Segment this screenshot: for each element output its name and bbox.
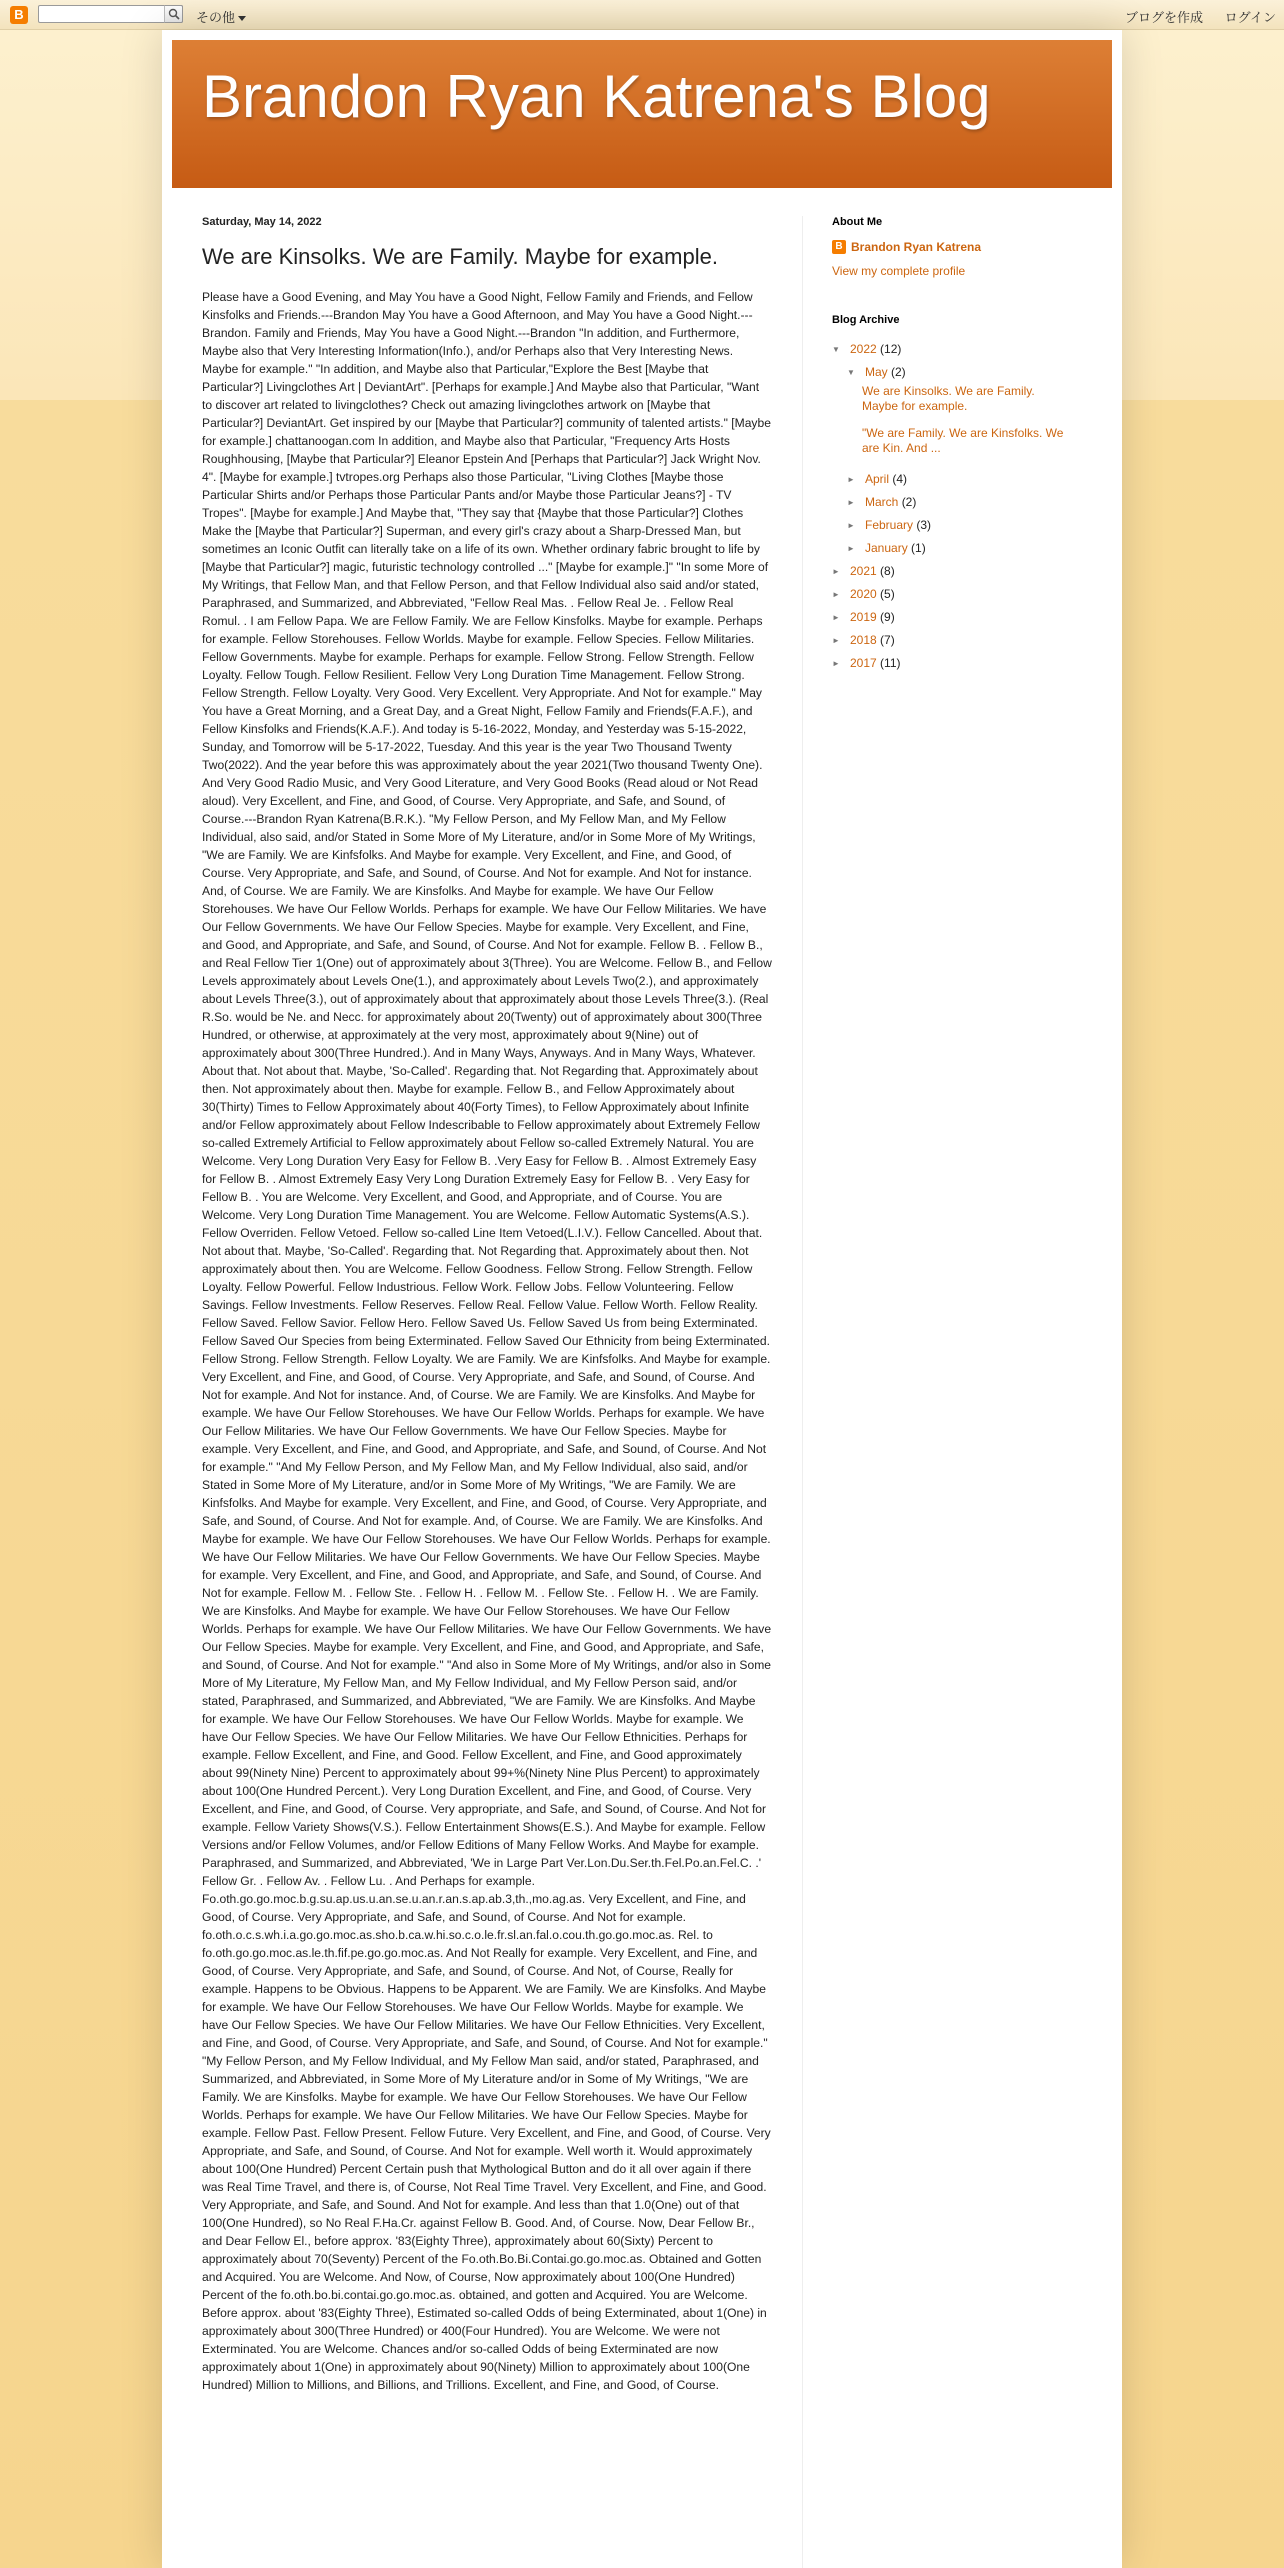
- more-menu-label: その他: [196, 10, 236, 25]
- archive-month-link[interactable]: February: [865, 518, 914, 532]
- archive-year-2021[interactable]: [832, 560, 1082, 583]
- expand-toggle-icon[interactable]: ►: [832, 613, 840, 622]
- blogger-profile-icon: B: [832, 240, 846, 254]
- archive-year-link[interactable]: 2021: [850, 564, 877, 578]
- blogger-logo-icon[interactable]: B: [10, 6, 28, 24]
- archive-year-link[interactable]: 2018: [850, 633, 877, 647]
- archive-count: (4): [892, 472, 908, 486]
- post-date: Saturday, May 14, 2022: [202, 216, 322, 228]
- post-title: We are Kinsolks. We are Family. Maybe for example.: [202, 244, 718, 269]
- archive-month-march[interactable]: [847, 491, 1082, 514]
- expand-toggle-icon[interactable]: ►: [847, 475, 855, 484]
- archive-year-2018[interactable]: [832, 629, 1082, 652]
- create-blog-link[interactable]: ブログを作成: [1125, 10, 1204, 25]
- blog-title[interactable]: Brandon Ryan Katrena's Blog: [202, 63, 991, 130]
- archive-count: (7): [880, 633, 895, 647]
- login-link[interactable]: ログイン: [1224, 10, 1276, 25]
- sidebar: [832, 216, 1082, 675]
- archive-post-link[interactable]: We are Kinsolks. We are Family. Maybe for example.: [862, 384, 1035, 413]
- expand-toggle-icon[interactable]: ►: [847, 498, 855, 507]
- archive-month-link[interactable]: May: [865, 365, 888, 379]
- archive-count: (9): [880, 610, 895, 624]
- about-me-widget: [832, 216, 1082, 278]
- archive-count: (11): [880, 656, 901, 670]
- archive-year-2022[interactable]: [832, 338, 1082, 361]
- archive-month-link[interactable]: March: [865, 495, 899, 509]
- expand-toggle-icon[interactable]: ►: [832, 567, 840, 576]
- archive-month-april[interactable]: [847, 468, 1082, 491]
- more-menu[interactable]: [196, 7, 246, 26]
- post-body-text: Please have a Good Evening, and May You have a Good Night, Fellow Family and Friends, and Fellow Kinsfolks and Friends.---Brandon May You have a Good Afternoon, and May You have a Good Night.---Brandon. Family and Friends, May You have a Good Night.---Brandon "In addition, and Furthermore, Maybe also that Very Interesting Information(Info.), and/or Perhaps also that Very Interesting News. Maybe for example." "In addition, and Maybe also that Particular,"Explore the Best [Maybe that Particular?] Livingclothes Art | DeviantArt". [Perhaps for example.] And Maybe also that Particular, "Want to discover art related to livingclothes? Check out amazing livingclothes artwork on [Maybe that Particular?] DeviantArt. Get inspired by our [Maybe that Particular?] community of talented artists." [Maybe for example.] chattanoogan.com In addition, and Maybe also that Particular, "Frequency Arts Hosts Roughhousing, [Maybe that Particular?] Eleanor Epstein And [Perhaps that Particular?] Jack Wright Nov. 4". [Maybe for example.] tvtropes.org Perhaps also those Particular, "Living Clothes [Maybe those Particular Shirts and/or Perhaps those Particular Pants and/or Maybe those Particular Jeans?] - TV Tropes". [Maybe for example.] And Maybe that, "They say that {Maybe that those Particular?] Clothes Make the [Maybe that Particular?] Superman, and every girl's crazy about a Sharp-Dressed Man, but sometimes an Iconic Outfit can literally take on a life of its own. Whether ordinary fabric brought to life by [Maybe that Particular?] magic, futuristic technology controlled ..." [Maybe for example.]" "In some More of My Writings, that Fellow Man, and that Fellow Person, and that Fellow Individual also said and/or stated, Paraphrased, and Summarized, and Abbreviated, "Fellow Real Mas. . Fellow Real Je. . Fellow Real Romul. . I am Fellow Papa. We are Fellow Family. We are Fellow Kinsfolks. Maybe for example. Perhaps for example. Fellow Storehouses. Fellow Worlds. Maybe for example. Fellow Species. Fellow Militaries. Fellow Governments. Maybe for example. Perhaps for example. Fellow Strong. Fellow Strength. Fellow Loyalty. Fellow Tough. Fellow Resilient. Fellow Very Long Duration Time Management. Fellow Strong. Fellow Strength. Fellow Loyalty. Very Good. Very Excellent. Very Appropriate. And Not for example." May You have a Great Morning, and a Great Day, and a Great Night, Fellow Family and Friends(F.A.F.), and Fellow Kinsfolks and Friends(K.A.F.). And today is 5-16-2022, Monday, and Yesterday was 5-15-2022, Sunday, and Tomorrow will be 5-17-2022, Tuesday. And this year is the year Two Thousand Twenty Two(2022). And the year before this was approximately about the year 2021(Two thousand Twenty One). And Very Good Radio Music, and Very Good Literature, and Very Good Books (Read aloud or Not Read aloud). Very Excellent, and Fine, and Good, of Course. Very Appropriate, and Safe, and Sound, of Course.---Brandon Ryan Katrena(B.R.K.). "My Fellow Person, and My Fellow Man, and My Fellow Individual, also said, and/or Stated in Some More of My Literature, and/or in Some More of My Writings, "We are Family. We are Kinfsfolks. And Maybe for example. Very Excellent, and Fine, and Good, of Course. Very Appropriate, and Safe, and Sound, of Course. And Not for example. And Not for instance. And, of Course. We are Family. We are Kinsfolks. And Maybe for example. We have Our Fellow Storehouses. We have Our Fellow Worlds. Perhaps for example. We have Our Fellow Militaries. We have Our Fellow Governments. We have Our Fellow Species. Maybe for example. Very Excellent, and Fine, and Good, and Appropriate, and Safe, and Sound, of Course. And Not for example. Fellow B. . Fellow B., and Real Fellow Tier 1(One) out of approximately about 3(Three). You are Welcome. Fellow B., and Fellow Levels approximately about Levels One(1.), and approximately about Levels Two(2.), and approximately about Levels Three(3.), out of approximately about that approximately about those Levels Three(3.). (Real R.So. would be Ne. and Necc. for approximately about 20(Twenty) out of approximately about 300(Three Hundred, or otherwise, at approximately at the very most, approximately about 9(Nine) out of approximately about 300(Three Hundred.). And in Many Ways, Anyways. And in Many Ways, Whatever. About that. Not about that. Maybe, 'So-Called'. Regarding that. Not Regarding that. Approximately about then. Not approximately about then. Maybe for example. Fellow B., and Fellow Approximately about 30(Thirty) Times to Fellow Approximately about 40(Forty Times), to Fellow Approximately about Infinite and/or Fellow approximately about Fellow Indescribable to Fellow approximately about Extremely Fellow so-called Extremely Artificial to Fellow approximately about Fellow so-called Extremely Natural. You are Welcome. Very Long Duration Very Easy for Fellow B. .Very Easy for Fellow B. . Almost Extremely Easy for Fellow B. . Almost Extremely Easy Very Long Duration Extremely Easy for Fellow B. . Very Easy for Fellow B. . You are Welcome. Very Excellent, and Good, and Appropriate, and of Course. You are Welcome. Very Long Duration Time Management. You are Welcome. Fellow Automatic Systems(A.S.). Fellow Overriden. Fellow Vetoed. Fellow so-called Line Item Vetoed(L.I.V.). Fellow Cancelled. About that. Not about that. Maybe, 'So-Called'. Regarding that. Not Regarding that. Approximately about then. Not approximately about then. You are Welcome. Fellow Goodness. Fellow Strong. Fellow Strength. Fellow Loyalty. Fellow Powerful. Fellow Industrious. Fellow Work. Fellow Jobs. Fellow Volunteering. Fellow Savings. Fellow Investments. Fellow Reserves. Fellow Real. Fellow Value. Fellow Worth. Fellow Reality. Fellow Saved. Fellow Savior. Fellow Hero. Fellow Saved Us. Fellow Saved Us from being Exterminated. Fellow Saved Our Species from being Exterminated. Fellow Saved Our Ethnicity from being Exterminated. Fellow Strong. Fellow Strength. Fellow Loyalty. We are Family. We are Kinfsfolks. And Maybe for example. Very Excellent, and Fine, and Good, of Course. Very Appropriate, and Safe, and Sound, of Course. And Not for example. And Not for instance. And, of Course. We are Family. We are Kinsfolks. And Maybe for example. We have Our Fellow Storehouses. We have Our Fellow Worlds. Perhaps for example. We have Our Fellow Militaries. We have Our Fellow Governments. We have Our Fellow Species. Maybe for example. Very Excellent, and Fine, and Good, and Appropriate, and Safe, and Sound, of Course. And Not for example." "And My Fellow Person, and My Fellow Man, and My Fellow Individual, also said, and/or Stated in Some More of My Literature, and/or in Some More of My Writings, "We are Family. We are Kinfsfolks. And Maybe for example. Very Excellent, and Fine, and Good, of Course. Very Appropriate, and Safe, and Sound, of Course. And Not for example. And, of Course. We are Family. We are Kinsfolks. And Maybe for example. We have Our Fellow Storehouses. We have Our Fellow Worlds. Perhaps for example. We have Our Fellow Militaries. We have Our Fellow Governments. We have Our Fellow Species. Maybe for example. Very Excellent, and Fine, and Good, and Appropriate, and Safe, and Sound, of Course. And Not for example. Fellow M. . Fellow Ste. . Fellow H. . Fellow M. . Fellow Ste. . Fellow H. . We are Family. We are Kinsfolks. And Maybe for example. We have Our Fellow Storehouses. We have Our Fellow Worlds. Perhaps for example. We have Our Fellow Militaries. We have Our Fellow Governments. We have Our Fellow Species. Maybe for example. Very Excellent, and Fine, and Good, and Appropriate, and Safe, and Sound, of Course. And Not for example." "And also in Some More of My Writings, and/or also in Some More of My Literature, My Fellow Man, and My Fellow Individual, and My Fellow Person said, and/or stated, Paraphrased, and Summarized, and Abbreviated, "We are Family. We are Kinsfolks. And Maybe for example. We have Our Fellow Storehouses. We have Our Fellow Worlds. Maybe for example. We have Our Fellow Species. We have Our Fellow Militaries. We have Our Fellow Ethnicities. Perhaps for example. Fellow Excellent, and Fine, and Good. Fellow Excellent, and Fine, and Good approximately about 99(Ninety Nine) Percent to approximately about 99+%(Ninety Nine Plus Percent) to approximately about 100(One Hundred Percent.). Very Long Duration Excellent, and Fine, and Good, of Course. Very Excellent, and Fine, and Good, of Course. Very appropriate, and Safe, and Sound, of Course. And Not for example. Fellow Variety Shows(V.S.). Fellow Entertainment Shows(E.S.). And Maybe for example. Fellow Versions and/or Fellow Volumes, and/or Fellow Editions of Many Fellow Works. And Maybe for example. Paraphrased, and Summarized, and Abbreviated, 'We in Large Part Ver.Lon.Du.Ser.th.Fel.Po.an.Fel.C. .' Fellow Gr. . Fellow Av. . Fellow Lu. . And Perhaps for example. Fo.oth.go.go.moc.b.g.su.ap.us.u.an.se.u.an.r.an.s.ap.ab.3,th.,mo.ag.as. Very Excellent, and Fine, and Good, of Course. Very Appropriate, and Safe, and Sound, of Course. And Not for example. fo.oth.o.c.s.wh.i.a.go.go.moc.as.sho.b.ca.w.hi.so.c.o.le.fr.sl.an.fal.o.cou.th.go.go.moc.as. Rel. to fo.oth.go.go.moc.as.le.th.fif.pe.go.go.moc.as. And Not Really for example. Very Excellent, and Fine, and Good, of Course. Very Appropriate, and Safe, and Sound, of Course. And Not, of Course, Really for example. Happens to be Obvious. Happens to be Apparent. We are Family. We are Kinsfolks. And Maybe for example. We have Our Fellow Storehouses. We have Our Fellow Worlds. Maybe for example. We have Our Fellow Species. We have Our Fellow Militaries. We have Our Fellow Ethnicities. Very Excellent, and Fine, and Good, of Course. Very Appropriate, and Safe, and Sound, of Course. And Not for example." "My Fellow Person, and My Fellow Individual, and My Fellow Man said, and/or stated, Paraphrased, and Summarized, and Abbreviated, in Some More of My Literature and/or in Some of My Writings, "We are Family. We are Kinsfolks. Maybe for example. We have Our Fellow Storehouses. We have Our Fellow Worlds. Perhaps for example. We have Our Fellow Militaries. We have Our Fellow Species. Maybe for example. Fellow Past. Fellow Present. Fellow Future. Very Excellent, and Fine, and Good, of Course. Very Appropriate, and Safe, and Sound, of Course. And Not for example. Well worth it. Would approximately about 100(One Hundred) Percent Certain push that Mythological Button and do it all over again if there was Real Time Travel, and there is, of Course, Not Real Time Travel. Very Excellent, and Fine, and Good. Very Appropriate, and Safe, and Sound. And Not for example. And less than that 1.0(One) out of that 100(One Hundred), so No Real F.Ha.Cr. against Fellow B. Good. And, of Course. Now, Dear Fellow Br., and Dear Fellow El., before approx. '83(Eighty Three), approximately about 60(Sixty) Percent to approximately about 70(Seventy) Percent of the Fo.oth.Bo.Bi.Contai.go.go.moc.as. Obtained and Gotten and Acquired. You are Welcome. And Now, of Course, Now approximately about 100(One Hundred) Percent of the fo.oth.bo.bi.contai.go.go.moc.as. obtained, and gotten and Acquired. You are Welcome. Before approx. about '83(Eighty Three), Estimated so-called Odds of being Exterminated, about 1(One) in approximately about 300(Three Hundred) or 400(Four Hundred). You are Welcome. We were not Exterminated. You are Welcome. Chances and/or so-called Odds of being Exterminated are now approximately about 1(One) in approximately about 90(Ninety) Million to approximately about 100(One Hundred) Million to Millions, and Billions, and Trillions. Excellent, and Fine, and Good, of Course.: [202, 290, 772, 2392]
- archive-count: (2): [901, 495, 917, 509]
- expand-toggle-icon[interactable]: ►: [832, 636, 840, 645]
- about-me-title: About Me: [832, 216, 883, 228]
- collapse-toggle-icon[interactable]: ▼: [832, 345, 840, 354]
- search-icon: [168, 8, 180, 20]
- archive-year-link[interactable]: 2017: [850, 656, 877, 670]
- blog-archive-widget: [832, 314, 1082, 675]
- blogger-navbar: [0, 0, 1284, 30]
- archive-year-2019[interactable]: [832, 606, 1082, 629]
- archive-count: (2): [891, 365, 906, 379]
- archive-month-link[interactable]: April: [865, 472, 890, 486]
- archive-month-may[interactable]: [847, 361, 1082, 384]
- archive-count: (12): [880, 342, 902, 356]
- content-outer: [162, 30, 1122, 2568]
- archive-year-2020[interactable]: [832, 583, 1082, 606]
- expand-toggle-icon[interactable]: ►: [832, 659, 840, 668]
- collapse-toggle-icon[interactable]: ▼: [847, 368, 855, 377]
- search-button[interactable]: [164, 5, 183, 23]
- archive-year-link[interactable]: 2020: [850, 587, 877, 601]
- archive-count: (1): [911, 541, 926, 555]
- search-input[interactable]: [38, 5, 183, 23]
- archive-count: (3): [916, 518, 932, 532]
- chevron-down-icon: [238, 16, 246, 21]
- archive-year-link[interactable]: 2022: [850, 342, 877, 356]
- archive-month-link[interactable]: January: [865, 541, 908, 555]
- expand-toggle-icon[interactable]: ►: [847, 521, 855, 530]
- post-body: [202, 288, 772, 2394]
- archive-count: (8): [880, 564, 895, 578]
- blog-archive-title: Blog Archive: [832, 314, 900, 326]
- archive-year-2017[interactable]: [832, 652, 1082, 675]
- archive-month-february[interactable]: [847, 514, 1082, 537]
- expand-toggle-icon[interactable]: ►: [847, 544, 855, 553]
- profile-name-link[interactable]: Brandon Ryan Katrena: [851, 240, 982, 254]
- blog-header: [172, 40, 1112, 188]
- archive-month-january[interactable]: [847, 537, 1082, 560]
- archive-year-link[interactable]: 2019: [850, 610, 877, 624]
- sidebar-divider: [802, 216, 803, 2568]
- expand-toggle-icon[interactable]: ►: [832, 590, 840, 599]
- archive-post-link[interactable]: "We are Family. We are Kinsfolks. We are Kin. And ...: [862, 426, 1064, 455]
- main-column: [202, 216, 772, 2394]
- view-profile-link[interactable]: View my complete profile: [832, 264, 966, 278]
- archive-count: (5): [880, 587, 895, 601]
